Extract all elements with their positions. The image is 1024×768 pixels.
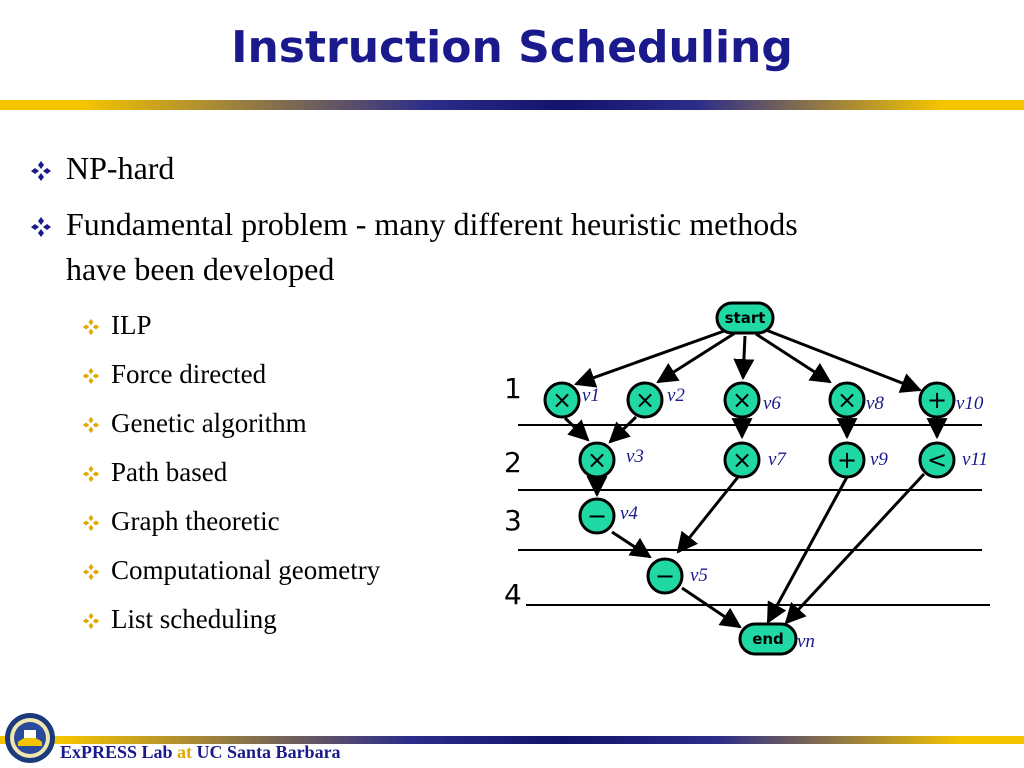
label-v7: v7: [768, 449, 786, 470]
op-v1: ×: [551, 386, 573, 414]
bullet-text: NP-hard: [66, 150, 175, 186]
sub-bullet-text: Genetic algorithm: [111, 408, 307, 438]
edge-v4-v5: [612, 532, 650, 557]
edge-v7-v5: [678, 477, 738, 552]
footer-school: UC Santa Barbara: [196, 742, 341, 762]
bullet-text-continued: have been developed: [66, 251, 335, 287]
sub-bullet-text: Force directed: [111, 359, 267, 389]
step-number-3: 3: [504, 504, 522, 537]
label-v5: v5: [690, 565, 708, 586]
sub-bullet-text: Computational geometry: [111, 555, 381, 585]
footer-text: [60, 742, 341, 763]
op-v11: <: [926, 446, 948, 474]
label-v1: v1: [582, 385, 600, 406]
end-label: end: [752, 630, 784, 648]
op-v4: −: [586, 502, 608, 530]
edge-v1-v3: [565, 418, 588, 440]
label-v6: v6: [763, 393, 781, 414]
step-number-2: 2: [504, 446, 522, 479]
label-v3: v3: [626, 446, 644, 467]
nodes: [545, 303, 954, 654]
op-v5: −: [654, 562, 676, 590]
op-v7: ×: [731, 446, 753, 474]
label-v4: v4: [620, 503, 638, 524]
edges: [565, 330, 937, 627]
step-number-4: 4: [504, 578, 522, 611]
label-v2: v2: [667, 385, 685, 406]
label-v10: v10: [956, 393, 984, 414]
sub-bullet-text: Graph theoretic: [111, 506, 280, 536]
label-v11: v11: [962, 449, 989, 470]
op-v3: ×: [586, 446, 608, 474]
op-v8: ×: [836, 386, 858, 414]
footer-lab: ExPRESS Lab: [60, 742, 173, 762]
label-v8: v8: [866, 393, 884, 414]
op-v2: ×: [634, 386, 656, 414]
edge-start-v6: [743, 336, 745, 378]
bullet-text: Fundamental problem - many different heuristic methods: [66, 206, 798, 242]
university-seal-icon: [4, 712, 56, 764]
sub-bullet-text: ILP: [111, 310, 152, 340]
op-v6: ×: [731, 386, 753, 414]
label-v9: v9: [870, 449, 888, 470]
footer-at: at: [177, 742, 193, 762]
edge-v2-v3: [610, 417, 636, 442]
slide-title: Instruction Scheduling: [231, 22, 793, 73]
start-label: start: [724, 309, 766, 327]
sub-bullet-text: List scheduling: [111, 604, 277, 634]
op-v10: +: [926, 386, 948, 414]
edge-start-v10: [766, 330, 920, 390]
edge-start-v1: [576, 330, 727, 384]
edge-v5-end: [682, 588, 740, 627]
op-v9: +: [836, 446, 858, 474]
sub-bullet-text: Path based: [111, 457, 228, 487]
label-vn: vn: [797, 631, 815, 652]
step-number-1: 1: [504, 372, 522, 405]
